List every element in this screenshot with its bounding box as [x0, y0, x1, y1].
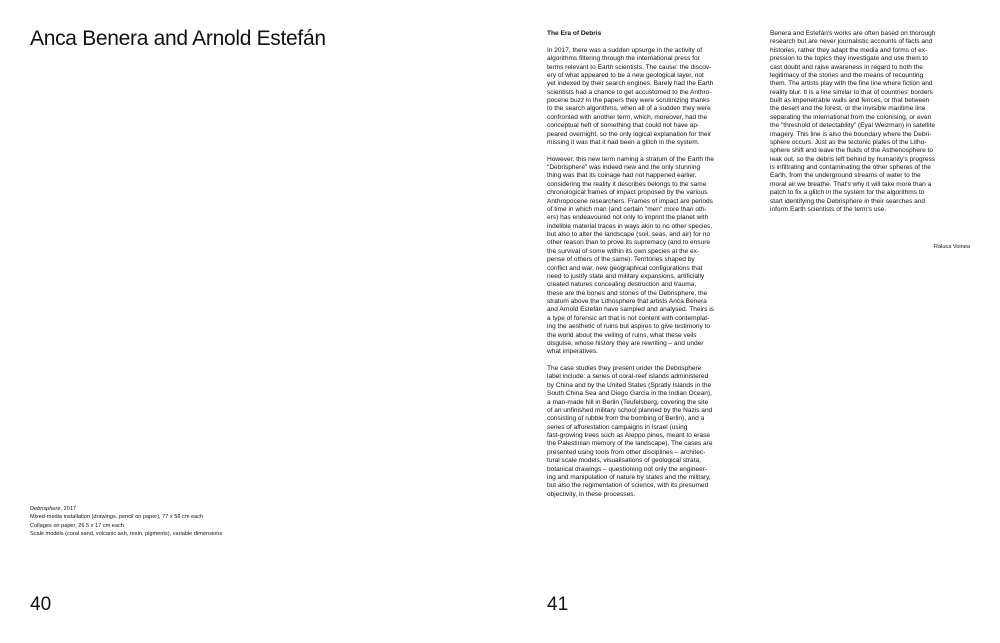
paragraph-line: the "threshold of detectability" (Eyal Weizman) in satellite [770, 122, 936, 130]
paragraph-line: of an unfinished military school planned by the Nazis and [547, 406, 713, 414]
essay-column-1-body [547, 47, 747, 499]
essay-title: The Era of Debris [547, 30, 602, 37]
paragraph-line: label include: a series of coral-reef islands administered [547, 373, 709, 381]
paragraph-line: what imperatives. [547, 348, 598, 356]
paragraph-line: is infiltrating and contaminating the other spheres of the [770, 164, 931, 171]
paragraph-line: sphere occurs. Just as the tectonic plates of the Litho- [770, 138, 927, 146]
paragraph-line: ing and manipulation of nature by states and the military, [547, 473, 711, 481]
paragraph-line: "Debrisphere" was indeed new and the only stunning [547, 164, 701, 172]
paragraph-line: scientists had a chance to get accustomed to the Anthro- [547, 88, 712, 96]
essay-column-2-body [770, 30, 972, 214]
essay-paragraph [770, 30, 972, 214]
paragraph-line: terms relevant to Earth scientists. The cause: the discov- [547, 63, 712, 71]
paragraph-line: Anthropocene researchers. Frames of impact are periods [547, 197, 713, 205]
paragraph-line: created natures concealing destruction and trauma, [547, 281, 697, 289]
paragraph-line: and Arnold Estefán have sampled and analysed. Theirs is [547, 306, 714, 314]
paragraph-line: missing it was that it had been a glitch in the system. [547, 138, 700, 146]
page-number-left: 40 [30, 594, 52, 615]
paragraph-line: start identifying the Debrisphere in their searches and [770, 197, 926, 205]
paragraph-line: moral air we breathe. That's why it will take more than a [770, 180, 932, 188]
paragraph-line: the world about the veiling of ruins, what these veils [547, 331, 697, 339]
paragraph-line: confronted with another term, which, moreover, had the [547, 113, 708, 121]
caption-title-line [30, 505, 360, 513]
paragraph-line: but also the regimentation of science, with its presumed [547, 482, 709, 490]
paragraph-line: Earth, from the underground streams of water to the [770, 172, 921, 180]
paragraph-line: need to justify state and military expansions, artificially [547, 272, 705, 280]
paragraph-line: considering the reality it describes belongs to the same [547, 180, 707, 188]
paragraph-line: histories, rather they adapt the media and forms of ex- [770, 46, 928, 54]
caption-line: Mixed-media installation (drawings, pencil on paper), 77 x 56 cm each [30, 514, 204, 521]
paragraph-line: patch to fix a glitch in the system for the algorithms to [770, 189, 925, 197]
paragraph-line: to the search algorithms, when all of a sudden they were [547, 105, 711, 113]
paragraph-line: objectivity, in these processes. [547, 490, 636, 498]
paragraph-line: fast-growing trees such as Aleppo pines, meant to erase [547, 432, 711, 440]
paragraph-line: However, this new term naming a stratum of the Earth the [547, 155, 715, 163]
paragraph-line: thing was that its coinage had not happened earlier, [547, 172, 697, 180]
paragraph-line: stratum above the Lithosphere that artists Anca Benera [547, 298, 707, 306]
paragraph-line: sphere shift and leave the fluids of the Asthenosphere to [770, 147, 934, 155]
paragraph-line: the survival of some within its own species at the ex- [547, 247, 700, 255]
paragraph-line: Benera and Estefán's works are often based on thorough [770, 30, 936, 37]
paragraph-line: South China Sea and Diego Garcia in the Indian Ocean), [547, 390, 712, 398]
work-year: , 2017 [60, 506, 77, 512]
paragraph-line: inform Earth scientists of the term's use. [770, 205, 887, 213]
paragraph-line: presented using tools from other disciplines – architec- [547, 448, 706, 456]
paragraph-line: ery of what appeared to be a new geological layer, not [547, 71, 704, 79]
paragraph-line: the Palestinian memory of the landscape). The cases are [547, 440, 713, 448]
work-caption [30, 505, 360, 538]
artist-title: Anca Benera and Arnold Estefán [30, 27, 326, 50]
paragraph-line: tural scale models, visualisations of geological strata, [547, 457, 701, 465]
paragraph-line: them. The artists play with the fine line where fiction and [770, 80, 933, 88]
paragraph-line: the desert and the forest, or the invisible maritime line [770, 105, 926, 113]
essay-paragraph [547, 47, 747, 148]
essay-author: Raluca Voinea [933, 244, 970, 250]
paragraph-line: consisting of rubble from the bombing of Berlin), and a [547, 415, 705, 423]
work-title: Debrisphere [30, 506, 61, 512]
paragraph-line: peared overnight, so the only logical explanation for their [547, 130, 712, 138]
paragraph-line: ing the aesthetic of ruins but aspires to give testimony to [547, 323, 711, 331]
essay-column-1 [547, 30, 747, 507]
paragraph-line: disguise, whose history they are rewriting – and under [547, 339, 704, 347]
paragraph-line: but also to alter the landscape (soil, seas, and air) for no [547, 231, 711, 239]
paragraph-line: algorithms filtering through the international press for [547, 55, 700, 63]
right-page [500, 0, 1000, 643]
paragraph-line: conflict and war, new geographical configurations that [547, 264, 703, 272]
paragraph-line: research but are never journalistic accounts of facts and [770, 38, 933, 46]
paragraph-line: legitimacy of the stories and the means of recounting [770, 71, 924, 79]
paragraph-line: pense of others of the same). Territories shaped by [547, 256, 695, 264]
paragraph-line: pression to the topics they investigate and use them to [770, 55, 928, 63]
paragraph-line: separating the international from the colonising, or even [770, 113, 932, 121]
paragraph-line: cast doubt and raise awareness in regard to both the [770, 63, 923, 71]
paragraph-line: a man-made hill in Berlin (Teufelsberg, covering the site [547, 398, 709, 406]
paragraph-line: built as impenetrable walls and fences, or that between [770, 97, 930, 104]
paragraph-line: a type of forensic art that is not content with contemplat- [547, 314, 710, 322]
paragraph-line: of time in which man (and certain "men" more than oth- [547, 205, 707, 213]
paragraph-line: In 2017, there was a sudden upsurge in the activity of [547, 46, 703, 54]
essay-column-2 [770, 30, 972, 223]
paragraph-line: series of afforestation campaigns in Israel (using [547, 423, 688, 431]
caption-line: Scale models (coral sand, volcanic ash, resin, pigments), variable dimensions [30, 530, 223, 537]
paragraph-line: botanical drawings – questioning not only the engineer- [547, 465, 708, 473]
page-number-right: 41 [547, 594, 569, 615]
paragraph-line: by China and by the United States (Spratly Islands in the [547, 381, 712, 389]
paragraph-line: yet indexed by their search engines. Barely had the Earth [547, 80, 714, 88]
paragraph-line: ers) has endeavoured not only to imprint the planet with [547, 214, 709, 222]
paragraph-line: chronological frames of impact proposed by the various [547, 189, 708, 197]
paragraph-line: The case studies they present under the Debrisphere [547, 365, 702, 373]
paragraph-line: conceptual heft of something that could not have ap- [547, 122, 700, 130]
paragraph-line: leak out, so the debris left behind by humanity's progress [770, 155, 936, 163]
paragraph-line: reality blur. It is a line similar to that of countries' borders [770, 88, 933, 96]
essay-paragraph [547, 365, 747, 499]
paragraph-line: pocene buzz in the papers they were scrutinizing thanks [547, 97, 710, 105]
paragraph-line: these are the bones and stones of the Debrisphere, the [547, 289, 708, 297]
caption-line: Collages on paper, 26.5 x 17 cm each [30, 522, 124, 529]
paragraph-line: other reason than to prove its supremacy (and to ensure [547, 239, 711, 247]
paragraph-line: indelible material traces in ways akin to no other species, [547, 222, 713, 230]
paragraph-line: imagery. This line is also the boundary where the Debri- [770, 130, 932, 138]
essay-paragraph [547, 156, 747, 357]
